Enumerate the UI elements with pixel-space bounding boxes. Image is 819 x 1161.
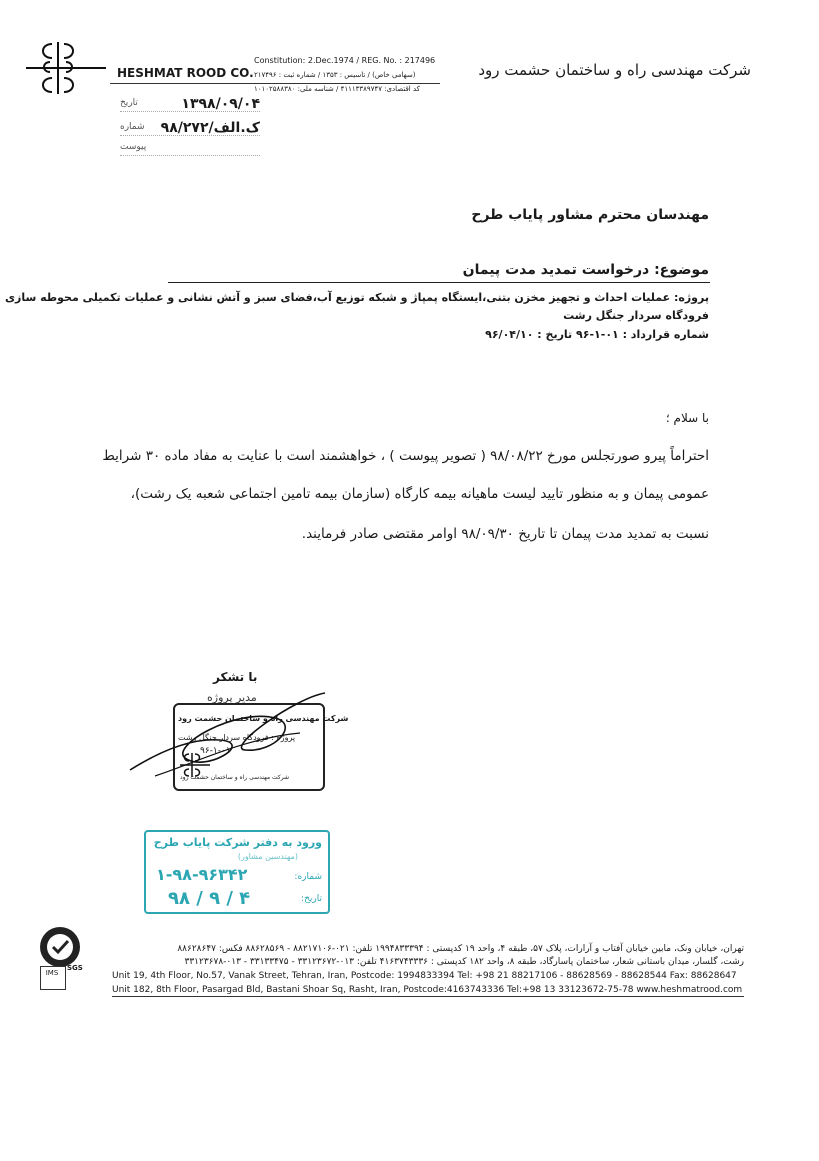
contract-info: شماره قرارداد : ۰۱-۱-۹۶ تاریخ : ۹۶/۰۴/۱۰ xyxy=(485,328,709,341)
closing: با تشکر xyxy=(213,670,258,684)
receipt-title: ورود به دفتر شرکت پایاب طرح xyxy=(153,836,322,849)
date-field xyxy=(120,96,260,116)
project-line: پروژه: عملیات احداث و تجهیز مخزن بتنی،ایستگاه پمپاژ و شبکه توزیع آب،فضای سبز و آتش نشانی و عملیات تکمیلی محوطه سازی xyxy=(4,291,709,304)
body-paragraph-line: نسبت به تمدید مدت پیمان تا تاریخ ۹۸/۰۹/۳۰ اوامر مقتضی صادر فرمایند. xyxy=(301,526,709,542)
body-paragraph-line: عمومی پیمان و به منظور تایید لیست ماهیانه بیمه کارگاه (سازمان بیمه تامین اجتماعی شعبه یک رشت)، xyxy=(130,486,709,502)
date-label: تاریخ xyxy=(120,98,138,108)
stamp-company-name: شرکت مهندسی راه و ساختمان حشمت رود xyxy=(178,714,349,723)
signer-title: مدیر پروژه xyxy=(207,691,257,704)
attachment-dotted-line xyxy=(120,155,260,156)
receipt-number: ۱-۹۸-۹۶۳۴۲ xyxy=(156,865,248,884)
certification-seal-icon xyxy=(38,925,82,969)
address-tehran-en: Unit 19, 4th Floor, No.57, Vanak Street, Tehran, Iran, Postcode: 1994833394 Tel: +98 21 88217106 - 88628569 - 88628544 Fax: 88628647 xyxy=(112,971,737,981)
registration-info-fa: (سهامی خاص) / تاسیس : ۱۳۵۳ / شماره ثبت : ۲۱۷۴۹۶ xyxy=(254,71,416,79)
subject-divider xyxy=(168,282,710,283)
project-line-2: فرودگاه سردار جنگل رشت xyxy=(563,309,709,322)
number-field xyxy=(120,120,260,140)
number-dotted-line xyxy=(120,135,260,136)
receipt-date: ۹۸ / ۹ / ۴ xyxy=(168,888,251,909)
company-name-fa: شرکت مهندسی راه و ساختمان حشمت رود xyxy=(478,61,751,79)
receipt-date-label: تاریخ: xyxy=(301,894,322,904)
company-name-en: HESHMAT ROOD CO. xyxy=(117,66,254,80)
sgs-label: SGS xyxy=(67,964,83,972)
subject-line: موضوع: درخواست تمدید مدت پیمان xyxy=(462,262,709,278)
greeting: با سلام ؛ xyxy=(665,411,709,425)
address-tehran-fa: تهران، خیابان ونک، مابین خیابان آفتاب و آرارات، پلاک ۵۷، طبقه ۴، واحد ۱۹ کدپستی : ۱۹۹۴۸۳۳۳۹۴ تلفن: ۰۲۱-۸۸۲۱۷۱۰۶ - ۸۸۶۲۸۵۶۹ فکس: ۸۸۶۲۸۶۴۷ xyxy=(177,944,744,954)
address-rasht-fa: رشت، گلسار، میدان باستانی شعار، ساختمان پاسارگاد، طبقه ۸، واحد ۱۸۲ کدپستی : ۴۱۶۳۷۴۳۳۳۶ تلفن: ۰۱۳-۳۳۱۲۳۶۷۲ - ۳۳۱۳۳۴۷۵ - ۰۱۳-۳۳۱۲۳۶۷۸ xyxy=(184,957,744,967)
letter-number: ۹۸/ک.الف/۲۷۲ xyxy=(160,120,260,136)
economic-code-info: کد اقتصادی: ۴۱۱۱۳۳۸۹۷۴۷ / شناسه ملی: ۱۰۱۰۲۵۸۸۳۸۰ xyxy=(254,85,420,93)
company-logo-icon xyxy=(26,40,106,96)
attachment-field xyxy=(120,140,260,160)
footer-divider xyxy=(112,996,744,997)
addressee: مهندسان محترم مشاور پایاب طرح xyxy=(471,207,709,223)
stamp-footer-text: شرکت مهندسی راه و ساختمان حشمت رود xyxy=(180,774,290,781)
stamp-contract-number: ۹۶-۱-۰۱ xyxy=(200,746,231,756)
stamp-project: پروژه : فرودگاه سردار جنگل رشت xyxy=(178,733,296,742)
receipt-subtitle: (مهندسین مشاور) xyxy=(237,852,298,861)
address-rasht-en: Unit 182, 8th Floor, Pasargad Bld, Bastani Shoar Sq, Rasht, Iran, Postcode:4163743336 Tel:+98 13 33123672-75-78 www.heshmatrood.com xyxy=(112,985,743,995)
date-dotted-line xyxy=(120,111,260,112)
registration-info: Constitution: 2.Dec.1974 / REG. No. : 217496 xyxy=(254,56,436,65)
attachment-label: پیوست xyxy=(120,142,147,152)
date-value: ۱۳۹۸/۰۹/۰۴ xyxy=(181,96,260,112)
header-divider xyxy=(110,83,440,84)
receipt-number-label: شماره: xyxy=(294,872,322,882)
signature-mark xyxy=(125,678,330,783)
ims-label: IMS xyxy=(45,969,59,977)
receipt-stamp xyxy=(144,830,330,914)
body-paragraph-line: احتراماً پیرو صورتجلس مورخ ۹۸/۰۸/۲۲ ( تصویر پیوست ) ، خواهشمند است با عنایت به مفاد ماده ۳۰ شرایط xyxy=(102,448,709,464)
number-label: شماره xyxy=(120,122,145,132)
